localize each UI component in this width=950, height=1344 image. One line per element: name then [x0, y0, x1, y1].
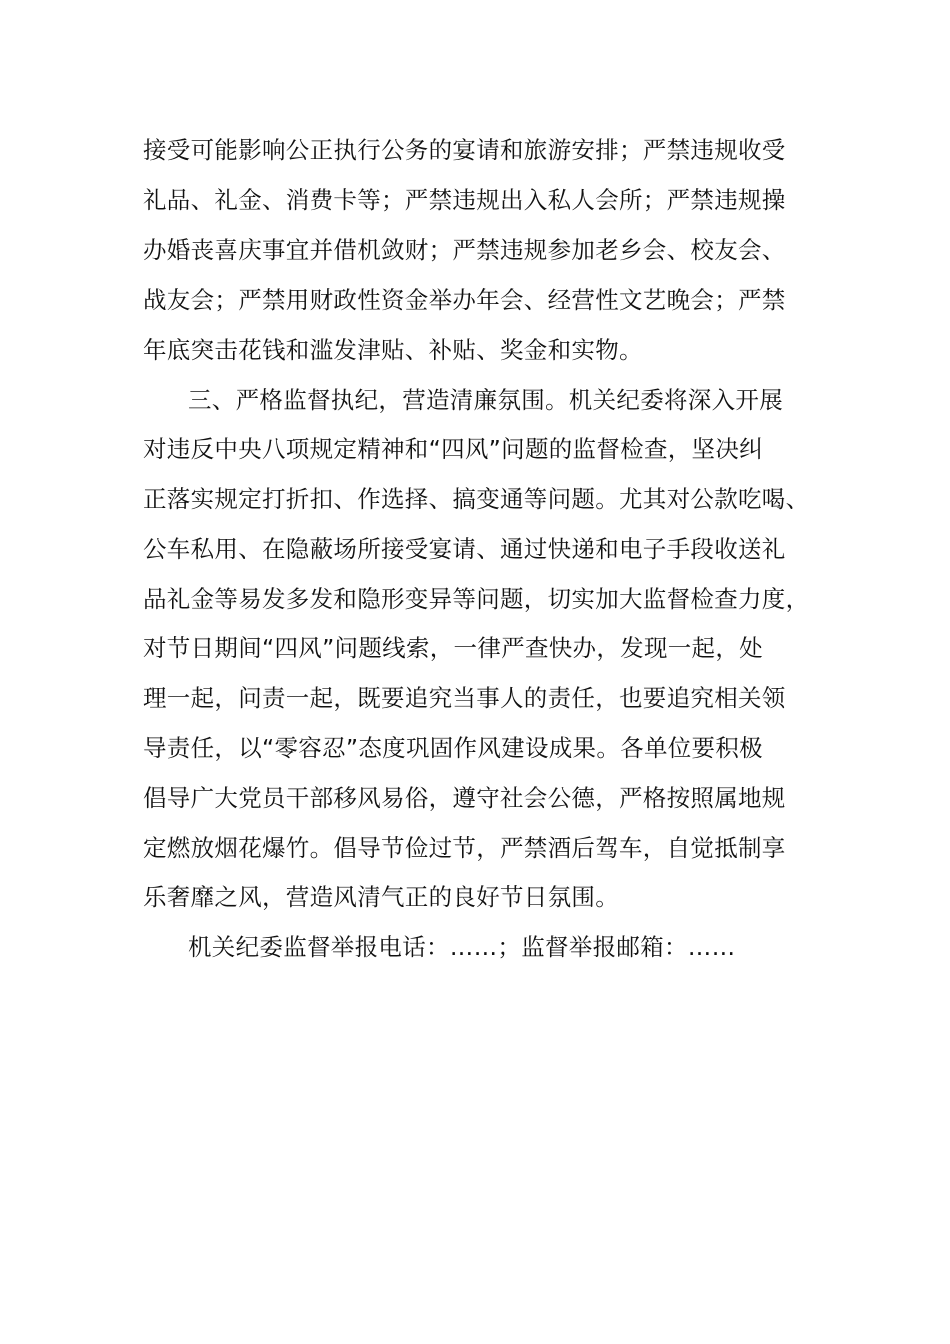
paragraph-line: 公车私用、在隐蔽场所接受宴请、通过快递和电子手段收送礼	[143, 535, 786, 563]
paragraph-line: 年底突击花钱和滥发津贴、补贴、奖金和实物。	[143, 336, 643, 364]
paragraph-line: 定燃放烟花爆竹。倡导节俭过节，严禁酒后驾车，自觉抵制享	[143, 834, 786, 862]
paragraph-line: 正落实规定打折扣、作选择、搞变通等问题。尤其对公款吃喝、	[143, 485, 810, 513]
paragraph-line: 对节日期间“四风”问题线索，一律严查快办，发现一起，处	[143, 634, 763, 662]
paragraph-line: 办婚丧喜庆事宜并借机敛财；严禁违规参加老乡会、校友会、	[143, 236, 786, 264]
paragraph-line: 礼品、礼金、消费卡等；严禁违规出入私人会所；严禁违规操	[143, 186, 786, 214]
paragraph-line: 乐奢靡之风，营造风清气正的良好节日氛围。	[143, 883, 619, 911]
paragraph-line: 倡导广大党员干部移风易俗，遵守社会公德，严格按照属地规	[143, 784, 786, 812]
paragraph-line: 对违反中央八项规定精神和“四风”问题的监督检查，坚决纠	[143, 435, 763, 463]
paragraph-line: 品礼金等易发多发和隐形变异等问题，切实加大监督检查力度，	[143, 585, 810, 613]
paragraph-line: 导责任，以“零容忍”态度巩固作风建设成果。各单位要积极	[143, 734, 763, 762]
paragraph-line: 接受可能影响公正执行公务的宴请和旅游安排；严禁违规收受	[143, 136, 786, 164]
section-heading-line: 三、严格监督执纪，营造清廉氛围。机关纪委将深入开展	[188, 386, 783, 414]
contact-line: 机关纪委监督举报电话：……；监督举报邮箱：……	[188, 933, 736, 961]
paragraph-line: 战友会；严禁用财政性资金举办年会、经营性文艺晚会；严禁	[143, 286, 786, 314]
paragraph-line: 理一起，问责一起，既要追究当事人的责任，也要追究相关领	[143, 684, 786, 712]
